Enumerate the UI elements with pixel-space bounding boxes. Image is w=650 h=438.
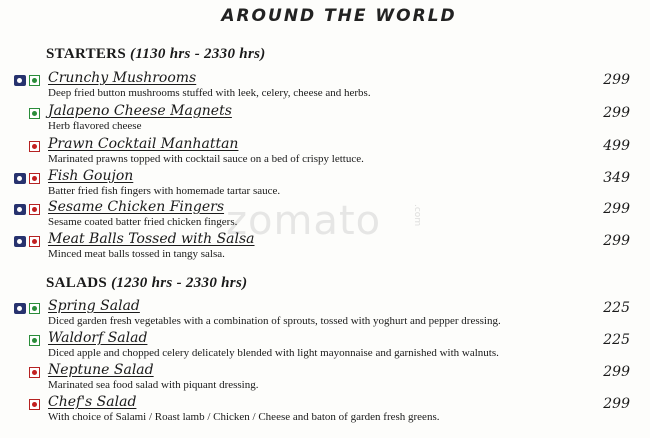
item-name: Spring Salad	[48, 298, 140, 314]
item-description: Diced garden fresh vegetables with a combination of sprouts, tossed with yoghurt and pepper dressing.	[48, 315, 501, 327]
nonveg-indicator-icon	[29, 204, 40, 215]
item-name: Crunchy Mushrooms	[48, 70, 197, 86]
menu-item	[14, 72, 634, 104]
item-name: Jalapeno Cheese Magnets	[48, 103, 232, 119]
item-price: 299	[603, 72, 630, 88]
nonveg-indicator-icon	[29, 173, 40, 184]
item-price: 299	[603, 396, 630, 412]
item-price: 299	[603, 201, 630, 217]
section-title-salads	[46, 275, 247, 292]
menu-item	[14, 201, 634, 233]
item-description: With choice of Salami / Roast lamb / Chicken / Cheese and baton of garden fresh greens.	[48, 411, 440, 423]
menu-item	[14, 332, 634, 364]
item-price: 299	[603, 105, 630, 121]
menu-item	[14, 170, 634, 202]
nonveg-symbol-icon	[14, 236, 26, 247]
veg-indicator-icon	[29, 75, 40, 86]
item-name: Fish Goujon	[48, 168, 134, 184]
section-hours: (1130 hrs - 2330 hrs)	[130, 46, 266, 62]
menu-item	[14, 364, 634, 396]
menu-item	[14, 300, 634, 332]
section-name: STARTERS	[46, 46, 126, 62]
nonveg-symbol-icon	[14, 204, 26, 215]
item-price: 225	[603, 300, 630, 316]
item-description: Sesame coated batter fried chicken fingers.	[48, 216, 238, 228]
section-name: SALADS	[46, 275, 107, 291]
item-name: Meat Balls Tossed with Salsa	[48, 231, 255, 247]
item-description: Marinated sea food salad with piquant dressing.	[48, 379, 259, 391]
nonveg-indicator-icon	[29, 236, 40, 247]
item-price: 299	[603, 364, 630, 380]
section-title-starters	[46, 46, 266, 63]
page-title: AROUND THE WORLD	[221, 6, 457, 26]
menu-item	[14, 105, 634, 137]
veg-indicator-icon	[29, 108, 40, 119]
item-name: Prawn Cocktail Manhattan	[48, 136, 239, 152]
item-description: Herb flavored cheese	[48, 120, 142, 132]
item-name: Neptune Salad	[48, 362, 154, 378]
item-name: Chef's Salad	[48, 394, 137, 410]
nonveg-symbol-icon	[14, 303, 26, 314]
item-price: 499	[603, 138, 630, 154]
item-description: Deep fried button mushrooms stuffed with leek, celery, cheese and herbs.	[48, 87, 371, 99]
item-price: 225	[603, 332, 630, 348]
veg-indicator-icon	[29, 303, 40, 314]
nonveg-symbol-icon	[14, 75, 26, 86]
watermark-domain: .com	[412, 204, 422, 227]
nonveg-indicator-icon	[29, 141, 40, 152]
item-description: Diced apple and chopped celery delicately blended with light mayonnaise and garnished with walnuts.	[48, 347, 499, 359]
section-hours: (1230 hrs - 2330 hrs)	[111, 275, 248, 291]
item-description: Batter fried fish fingers with homemade tartar sauce.	[48, 185, 281, 197]
item-price: 349	[603, 170, 630, 186]
watermark: zomato	[226, 198, 382, 244]
item-price: 299	[603, 233, 630, 249]
menu-item	[14, 233, 634, 265]
veg-indicator-icon	[29, 335, 40, 346]
nonveg-symbol-icon	[14, 173, 26, 184]
item-name: Waldorf Salad	[48, 330, 148, 346]
item-description: Marinated prawns topped with cocktail sauce on a bed of crispy lettuce.	[48, 153, 364, 165]
menu-item	[14, 138, 634, 170]
nonveg-indicator-icon	[29, 399, 40, 410]
item-name: Sesame Chicken Fingers	[48, 199, 225, 215]
nonveg-indicator-icon	[29, 367, 40, 378]
menu-item	[14, 396, 634, 428]
item-description: Minced meat balls tossed in tangy salsa.	[48, 248, 225, 260]
